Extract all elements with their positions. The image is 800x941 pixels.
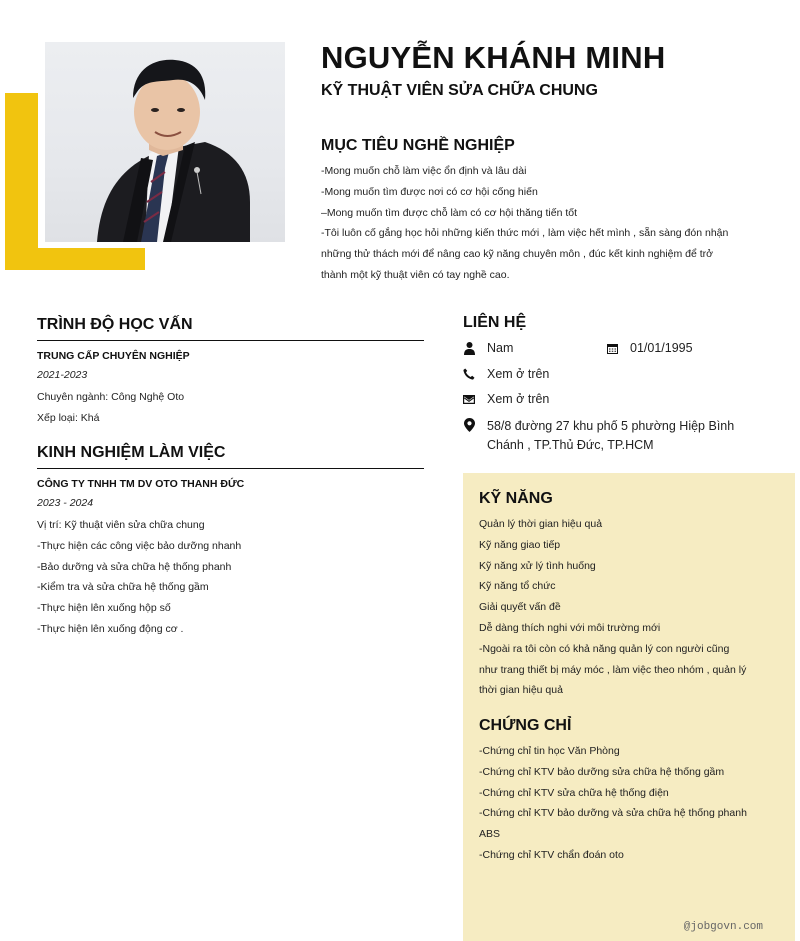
education-period: 2021-2023: [37, 369, 88, 381]
experience-section: [37, 444, 424, 640]
contact-title: LIÊN HỆ: [463, 314, 527, 331]
job-title: KỸ THUẬT VIÊN SỬA CHỮA CHUNG: [321, 82, 598, 99]
certificate-item: -Chứng chỉ KTV sửa chữa hệ thống điện: [479, 786, 669, 799]
objective-line: -Tôi luôn cố gắng học hỏi những kiến thức mới , làm việc hết mình , sẵn sàng đón nhận: [321, 227, 729, 240]
skill-item: như trang thiết bị máy móc , làm việc theo nhóm , quản lý: [479, 663, 747, 676]
experience-title: KINH NGHIỆM LÀM VIỆC: [37, 444, 424, 469]
school-name: TRUNG CẤP CHUYÊN NGHIỆP: [37, 350, 190, 362]
phone-icon: [463, 367, 475, 381]
objective-line: -Mong muốn tìm được nơi có cơ hội cống hiến: [321, 185, 538, 198]
company-name: CÔNG TY TNHH TM DV OTO THANH ĐỨC: [37, 478, 245, 490]
certificate-item: -Chứng chỉ KTV chẩn đoán oto: [479, 848, 624, 861]
envelope-icon: [463, 392, 475, 406]
watermark: @jobgovn.com: [683, 921, 763, 933]
skill-item: Kỹ năng giao tiếp: [479, 538, 561, 551]
certificates-section: [479, 717, 779, 866]
experience-line: -Bảo dưỡng và sửa chữa hệ thống phanh: [37, 560, 232, 573]
gender-value: Nam: [487, 341, 514, 355]
skills-title: KỸ NĂNG: [479, 490, 553, 507]
birthday-value: 01/01/1995: [630, 341, 693, 355]
profile-photo: [45, 42, 285, 242]
contact-section: [463, 314, 793, 452]
contact-row-gender: [463, 340, 793, 366]
certificate-item: -Chứng chỉ tin học Văn Phòng: [479, 745, 620, 757]
experience-line: -Thực hiện các công việc bảo dưỡng nhanh: [37, 539, 242, 552]
experience-period: 2023 - 2024: [37, 497, 94, 509]
certificate-item: -Chứng chỉ KTV bảo dưỡng sửa chữa hệ thống gầm: [479, 765, 725, 778]
candidate-name: NGUYỄN KHÁNH MINH: [321, 40, 666, 75]
certificate-item: ABS: [479, 828, 501, 841]
experience-line: -Thực hiện lên xuống động cơ .: [37, 622, 184, 635]
education-line: Chuyên ngành: Công Nghệ Oto: [37, 391, 185, 403]
contact-row-email: [463, 391, 793, 417]
location-pin-icon: [463, 418, 475, 432]
skill-item: Kỹ năng xử lý tình huống: [479, 559, 596, 572]
objective-title: MỤC TIÊU NGHỀ NGHIỆP: [321, 137, 515, 154]
address-value: 58/8 đường 27 khu phố 5 phường Hiệp Bình Chánh , TP.Thủ Đức, TP.HCM: [487, 418, 735, 452]
education-title: TRÌNH ĐỘ HỌC VẤN: [37, 316, 424, 341]
contact-row-address: [463, 417, 793, 452]
accent-bar-horizontal: [5, 248, 145, 270]
education-line: Xếp loại: Khá: [37, 411, 100, 424]
objective-line: –Mong muốn tìm được chỗ làm có cơ hội thăng tiến tốt: [321, 206, 578, 219]
skill-item: Kỹ năng tổ chức: [479, 580, 556, 593]
accent-bar-vertical: [5, 93, 38, 270]
experience-line: -Kiểm tra và sửa chữa hệ thống gầm: [37, 581, 209, 594]
skills-certificates-panel: [463, 473, 795, 941]
skill-item: thời gian hiệu quả: [479, 684, 563, 697]
person-icon: [463, 341, 475, 355]
experience-line: -Thực hiện lên xuống hộp số: [37, 602, 171, 615]
objective-line: thành một kỹ thuật viên có tay nghề cao.: [321, 268, 510, 281]
skill-item: Dễ dàng thích nghi với môi trường mới: [479, 621, 661, 634]
contact-row-phone: [463, 366, 793, 392]
phone-value: Xem ở trên: [487, 366, 550, 381]
skill-item: Giải quyết vấn đề: [479, 601, 561, 614]
skill-item: -Ngoài ra tôi còn có khả năng quản lý con người cũng: [479, 642, 730, 655]
portrait-illustration: [45, 42, 285, 242]
certificate-item: -Chứng chỉ KTV bảo dưỡng và sửa chữa hệ thống phanh: [479, 807, 747, 820]
certificates-title: CHỨNG CHỈ: [479, 717, 572, 734]
calendar-icon: [606, 341, 618, 355]
email-value: Xem ở trên: [487, 392, 550, 406]
objective-line: những thử thách mới để nâng cao kỹ năng chuyên môn , đúc kết kinh nghiệm để trở: [321, 248, 714, 261]
career-objective-section: [321, 137, 761, 286]
objective-line: -Mong muốn chỗ làm việc ổn định và lâu dài: [321, 165, 527, 177]
skill-item: Quản lý thời gian hiệu quả: [479, 518, 603, 530]
education-section: [37, 316, 424, 428]
skills-section: [479, 490, 779, 701]
experience-line: Vị trí: Kỹ thuật viên sửa chữa chung: [37, 519, 205, 531]
